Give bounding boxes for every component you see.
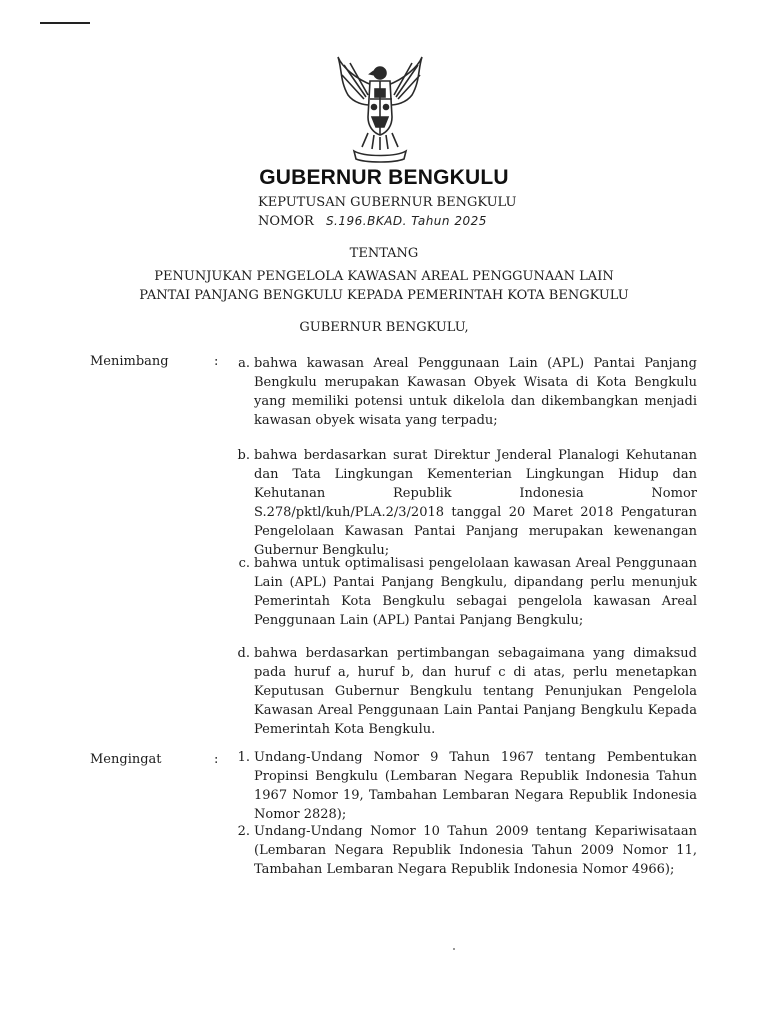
handwritten-number: S.196.BKAD. Tahun 2025 (325, 214, 487, 228)
item-marker: b. (237, 448, 250, 463)
corner-mark (40, 22, 90, 24)
decree-number-line (258, 212, 516, 231)
governor-heading: GUBERNUR BENGKULU, (299, 320, 469, 335)
item-text: bahwa berdasarkan surat Direktur Jenderal Planalogi Kehutanan dan Tata Lingkungan Kementerian Lingkungan Hidup dan Kehutanan Republik Indonesia Nomor S.278/pktl/kuh/PLA.2/3/2018 tanggal 20 Maret 2018 Pengaturan Pengelolaan Kawasan Pantai Panjang merupakan kewenangan Gubernur Bengkulu; (254, 448, 697, 558)
item-text: Undang-Undang Nomor 9 Tahun 1967 tentang Pembentukan Propinsi Bengkulu (Lembaran Negara Republik Indonesia Tahun 1967 Nomor 19, Tambahan Lembaran Negara Republik Indonesia Nomor 2828); (254, 750, 697, 822)
item-marker: 1. (237, 750, 250, 765)
item-text: Undang-Undang Nomor 10 Tahun 2009 tentang Kepariwisataan (Lembaran Negara Republik Indonesia Tahun 2009 Nomor 11, Tambahan Lembaran Negara Republik Indonesia Nomor 4966); (254, 824, 697, 877)
considering-label: Menimbang (90, 354, 169, 369)
item-marker: 2. (237, 824, 250, 839)
subject-line-2: PANTAI PANJANG BENGKULU KEPADA PEMERINTAH KOTA BENGKULU (139, 288, 629, 303)
item-marker: a. (238, 356, 250, 371)
subject-line-1: PENUNJUKAN PENGELOLA KAWASAN AREAL PENGGUNAAN LAIN (154, 269, 614, 284)
recalling-label: Mengingat (90, 752, 162, 767)
item-marker: c. (238, 556, 250, 571)
item-marker: d. (237, 646, 250, 661)
decree-block (258, 193, 516, 231)
about-label: TENTANG (349, 246, 419, 261)
decree-type: KEPUTUSAN GUBERNUR BENGKULU (258, 195, 517, 210)
item-text: bahwa kawasan Areal Penggunaan Lain (APL) Pantai Panjang Bengkulu merupakan Kawasan Obyek Wisata di Kota Bengkulu yang memiliki potensi untuk dikelola dan dikembangkan menjadi kawasan obyek wisata yang terpadu; (254, 356, 697, 428)
garuda-emblem-icon (334, 55, 426, 165)
number-label: NOMOR (258, 214, 314, 229)
recalling-colon: : (214, 752, 219, 767)
scan-speck (453, 948, 455, 950)
item-text: bahwa berdasarkan pertimbangan sebagaimana yang dimaksud pada huruf a, huruf b, dan huruf c di atas, perlu menetapkan Keputusan Gubernur Bengkulu tentang Penunjukan Pengelola Kawasan Areal Penggunaan Lain Pantai Panjang Bengkulu Kepada Pemerintah Kota Bengkulu. (254, 646, 697, 737)
subject-heading (0, 267, 768, 305)
considering-colon: : (214, 354, 219, 369)
item-text: bahwa untuk optimalisasi pengelolaan kawasan Areal Penggunaan Lain (APL) Pantai Panjang Bengkulu, dipandang perlu menunjuk Pemerintah Kota Bengkulu sebagai pengelola kawasan Areal Penggunaan Lain (APL) Pantai Panjang Bengkulu; (254, 556, 697, 628)
issuer-title: GUBERNUR BENGKULU (259, 166, 509, 189)
